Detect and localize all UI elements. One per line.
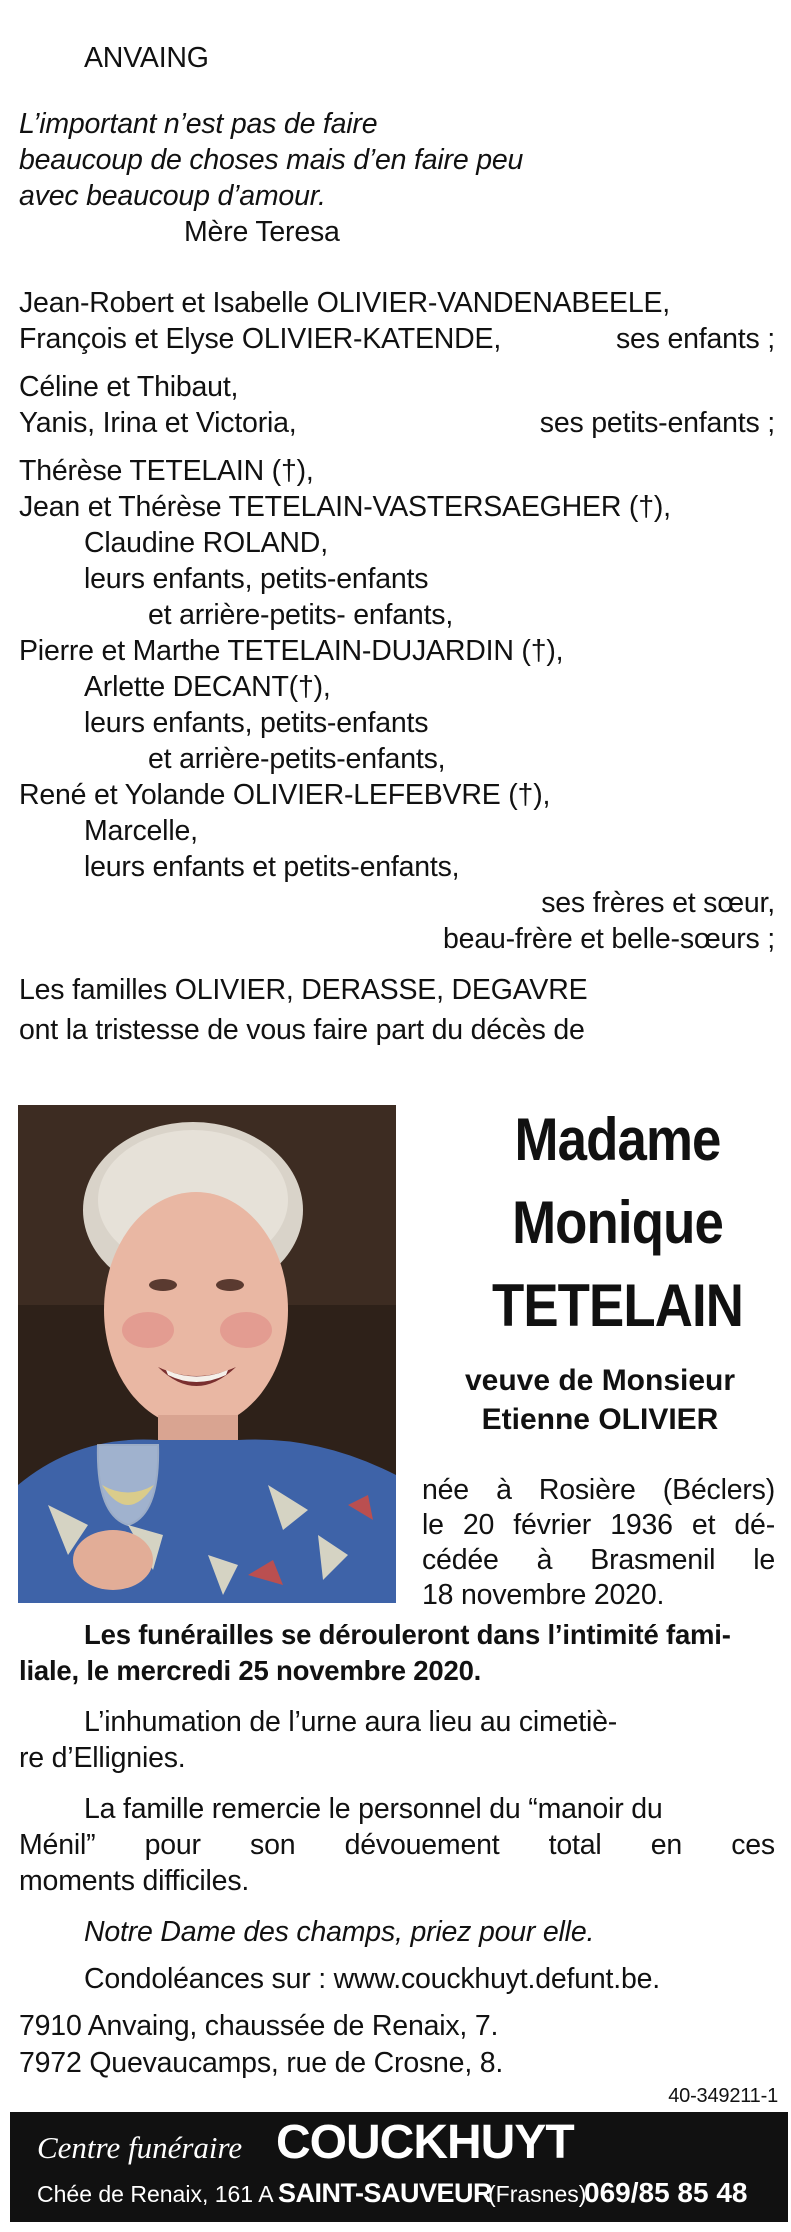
family-line: et arrière-petits-enfants, — [148, 743, 446, 775]
family-line: leurs enfants, petits-enfants — [84, 707, 429, 739]
funeral-home-banner — [10, 2112, 788, 2222]
quote-author: Mère Teresa — [184, 216, 340, 248]
urn-line: L’inhumation de l’urne aura lieu au cimetiè- — [84, 1706, 618, 1738]
family-line: Céline et Thibaut, — [19, 371, 239, 403]
family-line: René et Yolande OLIVIER-LEFEBVRE (†), — [19, 779, 551, 811]
role-label: beau-frère et belle-sœurs ; — [443, 923, 775, 955]
funeral-line: Les funérailles se dérouleront dans l’intimité fami- — [84, 1619, 731, 1650]
thanks-line: moments difficiles. — [19, 1865, 250, 1897]
family-line: Thérèse TETELAIN (†), — [19, 455, 314, 487]
family-line: Marcelle, — [84, 815, 198, 847]
widow-line: veuve de Monsieur — [464, 1364, 736, 1397]
deceased-last-name: TETELAIN — [491, 1272, 744, 1339]
town-heading: ANVAING — [84, 42, 209, 74]
deceased-title: Madame — [514, 1106, 721, 1173]
urn-line: re d’Ellignies. — [19, 1742, 186, 1774]
address-line: 7972 Quevaucamps, rue de Crosne, 8. — [19, 2047, 504, 2079]
prayer-line: Notre Dame des champs, priez pour elle. — [84, 1916, 595, 1948]
announcement-line: ont la tristesse de vous faire part du décès de — [19, 1014, 585, 1046]
birth-line: née à Rosière (Béclers) — [422, 1474, 775, 1506]
portrait-photo — [18, 1105, 396, 1603]
portrait-illustration — [18, 1105, 396, 1603]
family-line: leurs enfants, petits-enfants — [84, 563, 429, 595]
deceased-first-name: Monique — [512, 1189, 723, 1256]
reference-number: 40-349211-1 — [668, 2085, 778, 2107]
quote-line: beaucoup de choses mais d’en faire peu — [19, 144, 524, 176]
family-line: François et Elyse OLIVIER-KATENDE, — [19, 323, 502, 355]
family-line: Jean et Thérèse TETELAIN-VASTERSAEGHER (†), — [19, 491, 671, 523]
role-label: ses frères et sœur, — [541, 887, 775, 919]
thanks-line: La famille remercie le personnel du “manoir du — [84, 1793, 663, 1825]
thanks-line: Ménil” pour son dévouement total en ces — [19, 1829, 775, 1861]
birth-line: cédée à Brasmenil le — [422, 1544, 775, 1576]
banner-label: Centre funéraire — [37, 2130, 243, 2165]
banner-phone[interactable]: 069/85 85 48 — [584, 2177, 748, 2208]
banner-brand: COUCKHUYT — [276, 2116, 574, 2169]
family-line: Pierre et Marthe TETELAIN-DUJARDIN (†), — [19, 635, 564, 667]
widow-line: Etienne OLIVIER — [481, 1403, 719, 1436]
banner-city: SAINT-SAUVEUR — [278, 2178, 493, 2208]
quote-line: avec beaucoup d’amour. — [19, 180, 326, 212]
family-line: leurs enfants et petits-enfants, — [84, 851, 460, 883]
banner-street: Chée de Renaix, 161 A — [37, 2181, 274, 2207]
role-label: ses petits-enfants ; — [539, 407, 775, 439]
banner-district: (Frasnes) — [488, 2181, 587, 2207]
role-label: ses enfants ; — [616, 323, 775, 355]
condolences-line: Condoléances sur : www.couckhuyt.defunt.be. — [84, 1963, 660, 1995]
funeral-line: liale, le mercredi 25 novembre 2020. — [19, 1655, 482, 1686]
family-line: Claudine ROLAND, — [84, 527, 328, 559]
birth-line: le 20 février 1936 et dé- — [422, 1509, 775, 1541]
family-line: et arrière-petits- enfants, — [148, 599, 454, 631]
family-line: Yanis, Irina et Victoria, — [19, 407, 297, 439]
birth-line: 18 novembre 2020. — [422, 1579, 665, 1611]
family-line: Arlette DECANT(†), — [84, 671, 331, 703]
families-line: Les familles OLIVIER, DERASSE, DEGAVRE — [19, 974, 588, 1006]
quote-line: L’important n’est pas de faire — [19, 108, 378, 140]
family-line: Jean-Robert et Isabelle OLIVIER-VANDENABEELE, — [19, 287, 671, 319]
address-line: 7910 Anvaing, chaussée de Renaix, 7. — [19, 2010, 499, 2042]
